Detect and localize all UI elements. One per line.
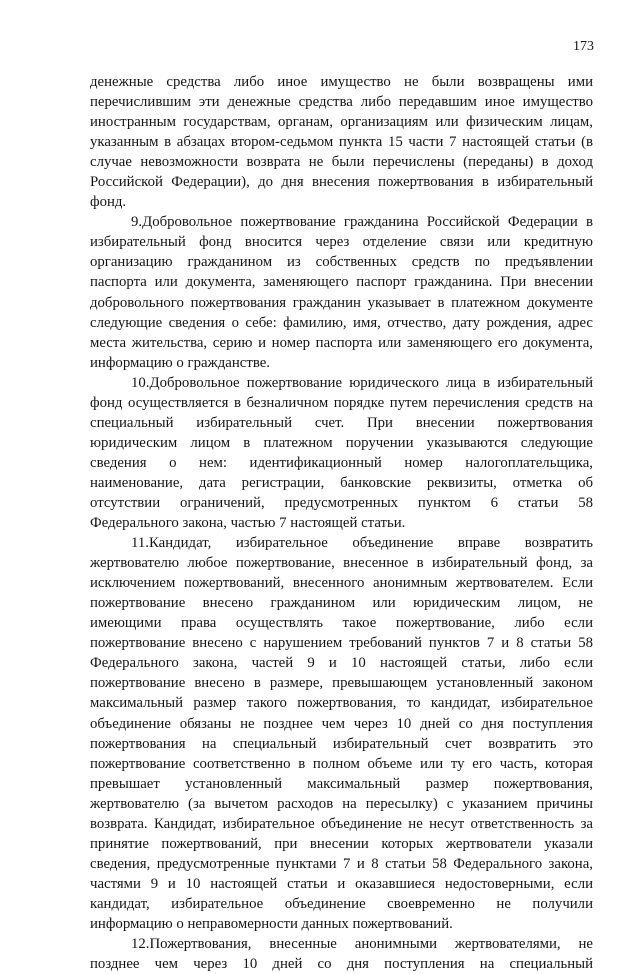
- text-line: жертвователю (за вычетом расходов на пересылку) с указанием причины: [90, 795, 593, 812]
- paragraph: [90, 72, 593, 212]
- text-line: кандидат, избирательное объединение своевременно не получили: [90, 895, 593, 912]
- text-line: организацию гражданином из собственных средств по предъявлении: [90, 254, 593, 271]
- text-line: следующие сведения о себе: фамилию, имя, отчество, дату рождения, адрес: [90, 314, 593, 331]
- text-line: позднее чем через 10 дней со дня поступления на специальный: [90, 956, 593, 973]
- text-line: пожертвования на специальный избирательный счет возвратить это: [90, 735, 593, 752]
- text-line: специальный избирательный счет. При внесении пожертвования: [90, 414, 593, 431]
- text-line: паспорта или документа, заменяющего паспорт гражданина. При внесении: [90, 274, 593, 291]
- text-line: 10.Добровольное пожертвование юридического лица в избирательный: [131, 374, 593, 391]
- text-line: избирательный фонд вносится через отделение связи или кредитную: [90, 234, 593, 251]
- text-line: возврата. Кандидат, избирательное объединение не несут ответственность за: [90, 815, 593, 832]
- text-line: информацию о неправомерности данных пожертвований.: [90, 915, 453, 932]
- text-line: Федерального закона, частью 7 настоящей статьи.: [90, 515, 406, 532]
- page-number: 173: [573, 39, 594, 54]
- text-line: пожертвование внесено с нарушением требований пунктов 7 и 8 статьи 58: [90, 635, 593, 652]
- text-line: жертвователю любое пожертвование, внесенное в избирательный фонд, за: [90, 555, 593, 572]
- text-line: исключением пожертвований, внесенного анонимным жертвователем. Если: [90, 575, 593, 592]
- paragraph: [90, 934, 593, 974]
- text-line: места жительства, серию и номер паспорта или заменяющего его документа,: [90, 334, 593, 351]
- text-line: частями 9 и 10 настоящей статьи и оказавшиеся недостоверными, если: [90, 875, 593, 892]
- text-line: 9.Добровольное пожертвование гражданина Российской Федерации в: [131, 214, 593, 231]
- text-line: 11.Кандидат, избирательное объединение вправе возвратить: [131, 535, 593, 552]
- text-line: перечислившим эти денежные средства либо передавшим иное имущество: [90, 94, 593, 111]
- document-body: [90, 72, 593, 974]
- text-line: объединение обязаны не позднее чем через 10 дней со дня поступления: [90, 715, 593, 732]
- text-line: сведения, предусмотренные пунктами 7 и 8 статьи 58 Федерального закона,: [90, 855, 593, 872]
- text-line: Федерального закона, частей 9 и 10 настоящей статьи, либо если: [90, 655, 593, 672]
- text-line: пожертвование внесено гражданином или юридическим лицом, не: [90, 595, 593, 612]
- text-line: фонд осуществляется в безналичном порядке путем перечисления средств на: [90, 394, 593, 411]
- text-line: денежные средства либо иное имущество не были возвращены ими: [90, 74, 593, 90]
- text-line: имеющими права осуществлять такое пожертвование, либо если: [90, 615, 593, 632]
- text-line: отсутствии ограничений, предусмотренных пунктом 6 статьи 58: [90, 494, 593, 511]
- text-line: фонд.: [90, 194, 127, 211]
- text-line: информацию о гражданстве.: [90, 354, 270, 371]
- text-line: наименование, дата регистрации, банковские реквизиты, отметка об: [90, 474, 593, 491]
- text-line: добровольного пожертвования гражданин указывает в платежном документе: [90, 294, 593, 311]
- text-line: максимальный размер такого пожертвования, то кандидат, избирательное: [90, 695, 593, 712]
- text-line: 12.Пожертвования, внесенные анонимными жертвователями, не: [131, 936, 593, 953]
- paragraph: [90, 533, 593, 934]
- text-line: юридическим лицом в платежном поручении указываются следующие: [90, 434, 593, 451]
- paragraph: [90, 212, 593, 372]
- text-line: пожертвование соответственно в полном объеме или ту его часть, которая: [90, 755, 593, 772]
- text-line: Российской Федерации), до дня внесения пожертвования в избирательный: [90, 174, 593, 191]
- text-line: пожертвование внесено в размере, превышающем установленный законом: [90, 675, 593, 692]
- text-line: указанным в абзацах втором-седьмом пункта 15 части 7 настоящей статьи (в: [90, 134, 593, 151]
- text-line: иностранным государствам, органам, организациям или физическим лицам,: [90, 114, 593, 131]
- text-line: сведения о нем: идентификационный номер налогоплательщика,: [90, 454, 593, 471]
- paragraph: [90, 373, 593, 533]
- text-line: случае невозможности возврата не были перечислены (переданы) в доход: [90, 154, 593, 171]
- text-line: принятие пожертвований, при внесении которых жертвователи указали: [90, 835, 593, 852]
- text-line: превышает установленный максимальный размер пожертвования,: [90, 775, 593, 792]
